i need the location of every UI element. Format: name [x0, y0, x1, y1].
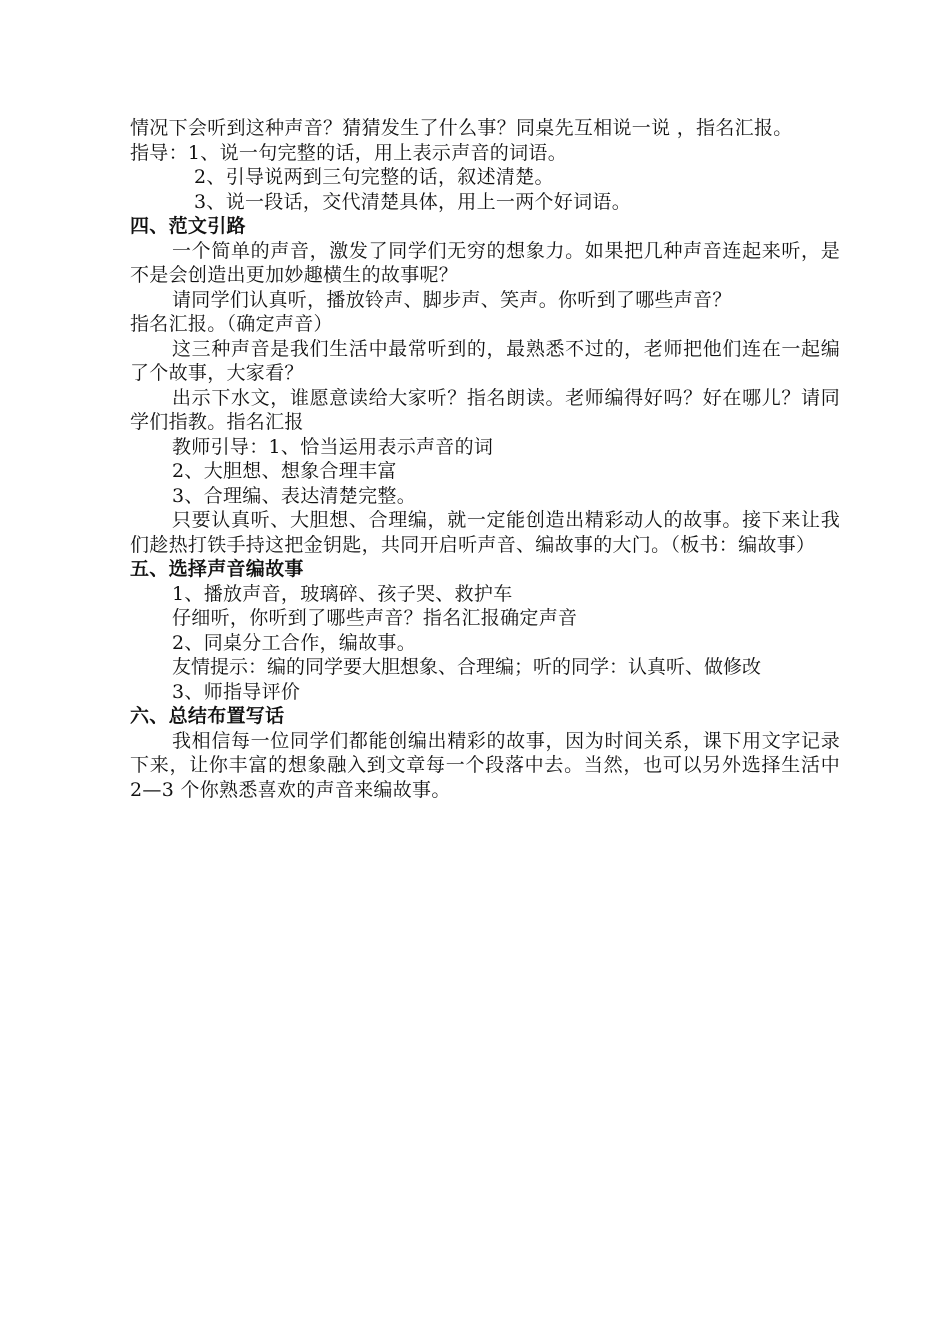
- activity-line-5: 3、师指导评价: [172, 680, 301, 703]
- guidance-line-3: 3、说一段话，交代清楚具体，用上一两个好词语。: [194, 190, 631, 213]
- activity-line-1: 1、播放声音，玻璃碎、孩子哭、救护车: [172, 582, 513, 605]
- paragraph-summary: 我相信每一位同学们都能创编出精彩的故事，因为时间关系，课下用文字记录下来，让你丰富的想象融入到文章每一个段落中去。当然，也可以另外选择生活中 2—3 个你熟悉喜欢的声音来编故事。: [130, 729, 840, 801]
- teacher-guide-1: 教师引导：1、恰当运用表示声音的词: [172, 435, 494, 458]
- activity-line-3: 2、同桌分工合作，编故事。: [172, 631, 416, 654]
- document-body: [130, 116, 840, 802]
- guidance-line-2: 2、引导说两到三句完整的话，叙述清楚。: [194, 166, 554, 188]
- paragraph-example-4: 这三种声音是我们生活中最常听到的，最熟悉不过的，老师把他们连在一起编了个故事，大家看？: [130, 337, 840, 384]
- paragraph-intro: 情况下会听到这种声音？猜猜发生了什么事？同桌先互相说一说 ，指名汇报。: [130, 117, 793, 139]
- activity-line-4: 友情提示：编的同学要大胆想象、合理编；听的同学：认真听、做修改: [172, 656, 762, 678]
- guidance-line-1: 指导：1、说一句完整的话，用上表示声音的词语。: [130, 141, 567, 164]
- paragraph-example-6: 只要认真听、大胆想、合理编，就一定能创造出精彩动人的故事。接下来让我们趁热打铁手持这把金钥匙，共同开启听声音、编故事的大门。（板书：编故事）: [130, 509, 840, 556]
- section-heading-4: 四、范文引路: [130, 215, 246, 237]
- paragraph-example-3: 指名汇报。（确定声音）: [130, 313, 333, 335]
- section-heading-6: 六、总结布置写话: [130, 705, 285, 727]
- teacher-guide-3: 3、合理编、表达清楚完整。: [172, 484, 416, 507]
- paragraph-example-2: 请同学们认真听，播放铃声、脚步声、笑声。你听到了哪些声音？: [172, 288, 732, 311]
- section-heading-5: 五、选择声音编故事: [130, 558, 304, 580]
- paragraph-example-5: 出示下水文，谁愿意读给大家听？指名朗读。老师编得好吗？好在哪儿？请同学们指教。指名汇报: [130, 386, 840, 433]
- teacher-guide-2: 2、大胆想、想象合理丰富: [172, 460, 397, 482]
- activity-line-2: 仔细听，你听到了哪些声音？指名汇报确定声音: [172, 607, 578, 629]
- paragraph-example-1: 一个简单的声音，激发了同学们无穷的想象力。如果把几种声音连起来听，是不是会创造出更加妙趣横生的故事呢？: [130, 239, 840, 286]
